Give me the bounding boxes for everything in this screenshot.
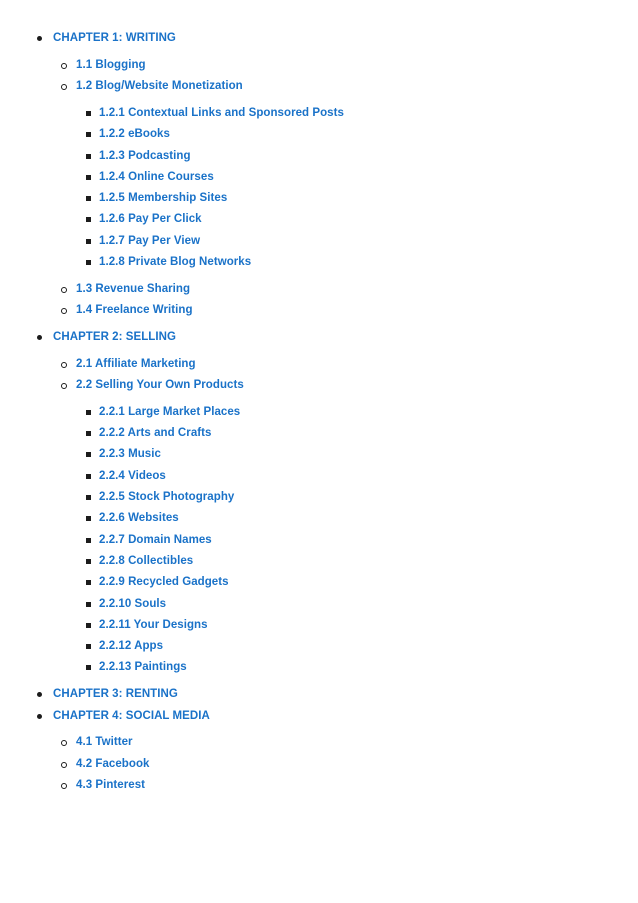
toc-link[interactable]: CHAPTER 2: SELLING [53, 330, 176, 343]
toc-link[interactable]: CHAPTER 3: RENTING [53, 688, 178, 701]
bullet-square-icon [86, 474, 91, 479]
bullet-circle-icon [61, 84, 67, 90]
bullet-dot-icon [37, 36, 42, 41]
bullet-circle-icon [61, 362, 67, 368]
toc-link[interactable]: 2.2 Selling Your Own Products [76, 379, 244, 391]
bullet-square-icon [86, 580, 91, 585]
bullet-square-icon [86, 516, 91, 521]
bullet-square-icon [86, 217, 91, 222]
bullet-square-icon [86, 452, 91, 457]
toc-link[interactable]: 1.1 Blogging [76, 58, 146, 71]
toc-link[interactable]: 1.4 Freelance Writing [76, 304, 193, 317]
toc-link[interactable]: 1.2.7 Pay Per View [99, 234, 201, 247]
bullet-circle-icon [61, 383, 67, 389]
bullet-circle-icon [61, 308, 67, 314]
bullet-square-icon [86, 538, 91, 543]
bullet-square-icon [86, 154, 91, 159]
bullet-square-icon [86, 431, 91, 436]
bullet-dot-icon [37, 714, 42, 719]
bullet-circle-icon [61, 783, 67, 789]
bullet-square-icon [86, 175, 91, 180]
bullet-square-icon [86, 260, 91, 265]
toc-link[interactable]: 4.3 Pinterest [76, 778, 146, 791]
bullet-square-icon [86, 665, 91, 670]
bullet-dot-icon [37, 692, 42, 697]
toc-link[interactable]: 2.1 Affiliate Marketing [76, 357, 196, 370]
bullet-square-icon [86, 623, 91, 628]
bullet-square-icon [86, 196, 91, 201]
bullet-circle-icon [61, 63, 67, 69]
toc-link[interactable]: 1.2 Blog/Website Monetization [76, 80, 243, 93]
bullet-circle-icon [61, 740, 67, 746]
toc-link[interactable]: 2.2.6 Websites [99, 512, 179, 525]
toc-link[interactable]: 2.2.9 Recycled Gadgets [99, 576, 229, 589]
bullet-square-icon [86, 111, 91, 116]
toc-link[interactable]: 2.2.10 Souls [99, 597, 167, 610]
bullet-dot-icon [37, 335, 42, 340]
toc-link[interactable]: 2.2.8 Collectibles [99, 554, 194, 567]
toc-link[interactable]: 2.2.1 Large Market Places [99, 405, 241, 418]
toc-link[interactable]: 1.2.4 Online Courses [99, 170, 214, 183]
toc-link[interactable]: 2.2.7 Domain Names [99, 533, 212, 546]
toc-link[interactable]: 4.2 Facebook [76, 757, 150, 770]
toc-link[interactable]: 2.2.13 Paintings [99, 661, 187, 674]
toc-link[interactable]: 2.2.5 Stock Photography [99, 491, 235, 503]
toc-link[interactable]: 2.2.11 Your Designs [99, 618, 208, 631]
toc-link[interactable]: 1.2.8 Private Blog Networks [99, 256, 252, 268]
toc-link[interactable]: 4.1 Twitter [76, 736, 133, 749]
toc-link[interactable]: 1.2.5 Membership Sites [99, 192, 228, 205]
bullet-square-icon [86, 602, 91, 607]
toc-link[interactable]: 1.2.1 Contextual Links and Sponsored Posts [99, 106, 344, 119]
toc-link[interactable]: CHAPTER 1: WRITING [53, 32, 176, 44]
toc-link[interactable]: 2.2.12 Apps [99, 640, 164, 653]
toc-link[interactable]: 1.2.6 Pay Per Click [99, 213, 202, 226]
toc-link[interactable]: 1.2.2 eBooks [99, 128, 170, 141]
bullet-circle-icon [61, 762, 67, 768]
bullet-square-icon [86, 644, 91, 649]
toc-link[interactable]: 2.2.2 Arts and Crafts [99, 427, 212, 440]
toc-link[interactable]: 1.2.3 Podcasting [99, 149, 191, 162]
bullet-square-icon [86, 239, 91, 244]
bullet-circle-icon [61, 287, 67, 293]
toc-link[interactable]: CHAPTER 4: SOCIAL MEDIA [53, 709, 210, 722]
bullet-square-icon [86, 495, 91, 500]
bullet-square-icon [86, 410, 91, 415]
toc-link[interactable]: 2.2.3 Music [99, 448, 161, 461]
toc-link[interactable]: 1.3 Revenue Sharing [76, 282, 191, 295]
toc-link[interactable]: 2.2.4 Videos [99, 469, 166, 482]
bullet-square-icon [86, 132, 91, 137]
bullet-square-icon [86, 559, 91, 564]
